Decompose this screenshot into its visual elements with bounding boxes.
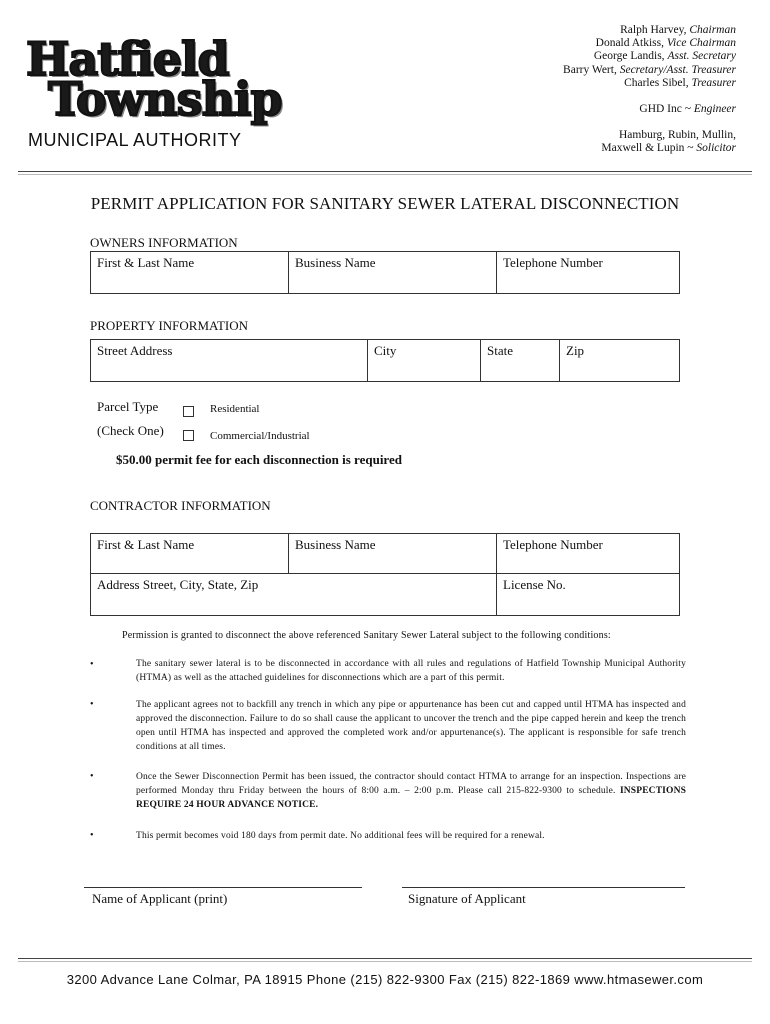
- owners-table: [90, 251, 680, 294]
- property-heading: PROPERTY INFORMATION: [90, 318, 249, 333]
- city-field[interactable]: City: [368, 340, 481, 382]
- condition-1: The sanitary sewer lateral is to be disconnected in accordance with all rules and regulations of Hatfield Township Municipal Authority (HTMA) as well as the attached guidelines for disconnections which are a part of this permit.: [136, 659, 686, 683]
- solicitor-line-2: Maxwell & Lupin ~ Solicitor: [601, 142, 736, 155]
- parcel-check-one-label: (Check One): [97, 423, 164, 438]
- logo-line-township: Township: [48, 72, 282, 126]
- permission-intro: Permission is granted to disconnect the above referenced Sanitary Sewer Lateral subject to the following conditions:: [122, 630, 611, 641]
- condition-3: Once the Sewer Disconnection Permit has been issued, the contractor should contact HTMA to arrange for an inspection. Inspections are performed Monday thru Friday between the hours of 8:00 a.m. – 2:00 p.m. Please call 215-822-9300 to schedule. INSPECTIONS REQUIRE 24 HOUR ADVANCE NOTICE.: [136, 772, 687, 810]
- solicitor-line-1: Hamburg, Rubin, Mullin,: [618, 129, 736, 142]
- contractor-phone-field[interactable]: Telephone Number: [497, 534, 680, 574]
- contractor-table: [90, 533, 680, 616]
- engineer-line: GHD Inc ~ Engineer: [639, 103, 736, 116]
- permit-fee-notice: $50.00 permit fee for each disconnection is required: [116, 452, 402, 467]
- property-table: [90, 339, 680, 382]
- owner-phone-field[interactable]: Telephone Number: [497, 252, 680, 294]
- official-line: Charles Sibel, Treasurer: [624, 76, 736, 89]
- advance-notice-warning: INSPECTIONS REQUIRE 24 HOUR ADVANCE NOTICE.: [136, 786, 687, 810]
- logo-subtitle: MUNICIPAL AUTHORITY: [28, 130, 242, 150]
- applicant-name-label: Name of Applicant (print): [92, 891, 228, 906]
- applicant-signature-line[interactable]: [402, 887, 685, 888]
- contractor-business-field[interactable]: Business Name: [289, 534, 497, 574]
- bullet: •: [90, 699, 94, 710]
- zip-field[interactable]: Zip: [560, 340, 680, 382]
- parcel-type-label: Parcel Type: [97, 399, 159, 414]
- contractor-heading: CONTRACTOR INFORMATION: [90, 498, 271, 513]
- owner-name-field[interactable]: First & Last Name: [91, 252, 289, 294]
- official-line: Ralph Harvey, Chairman: [620, 24, 736, 36]
- bullet: •: [90, 771, 94, 782]
- officials-list: [456, 24, 736, 156]
- condition-2: The applicant agrees not to backfill any trench in which any pipe or appurtenance has been cut and capped until HTMA has inspected and approved the disconnection. Failure to do so shall cause the applicant to uncover the trench and the pipe capped herein and keep the trench open until HTMA has inspected and approved the completed work and/or appurtenance(s). The applicant is responsible for safe trench conditions at all times.: [136, 700, 686, 752]
- official-line: Barry Wert, Secretary/Asst. Treasurer: [563, 63, 736, 76]
- footer-divider: [18, 958, 752, 959]
- contractor-license-field[interactable]: License No.: [497, 574, 680, 616]
- commercial-checkbox[interactable]: [183, 430, 194, 441]
- condition-4: This permit becomes void 180 days from permit date. No additional fees will be required for a renewal.: [136, 831, 545, 841]
- state-field[interactable]: State: [481, 340, 560, 382]
- commercial-option-label: Commercial/Industrial: [210, 430, 310, 442]
- official-line: Donald Atkiss, Vice Chairman: [595, 37, 736, 50]
- residential-checkbox[interactable]: [183, 406, 194, 417]
- owners-heading: OWNERS INFORMATION: [90, 235, 238, 250]
- authority-logo: [22, 32, 312, 156]
- bullet: •: [90, 830, 94, 841]
- owner-business-field[interactable]: Business Name: [289, 252, 497, 294]
- applicant-signature-label: Signature of Applicant: [408, 891, 526, 906]
- logo-line-hatfield: Hatfield: [26, 32, 229, 86]
- header-divider: [18, 171, 752, 172]
- bullet: •: [90, 659, 94, 670]
- footer-contact: 3200 Advance Lane Colmar, PA 18915 Phone (215) 822-9300 Fax (215) 822-1869 www.htmasewer.com: [66, 972, 704, 987]
- residential-option-label: Residential: [210, 403, 260, 415]
- official-line: George Landis, Asst. Secretary: [593, 50, 736, 63]
- contractor-address-field[interactable]: Address Street, City, State, Zip: [91, 574, 497, 616]
- street-address-field[interactable]: Street Address: [91, 340, 368, 382]
- applicant-name-line[interactable]: [84, 887, 362, 888]
- contractor-name-field[interactable]: First & Last Name: [91, 534, 289, 574]
- form-title: PERMIT APPLICATION FOR SANITARY SEWER LATERAL DISCONNECTION: [90, 194, 680, 213]
